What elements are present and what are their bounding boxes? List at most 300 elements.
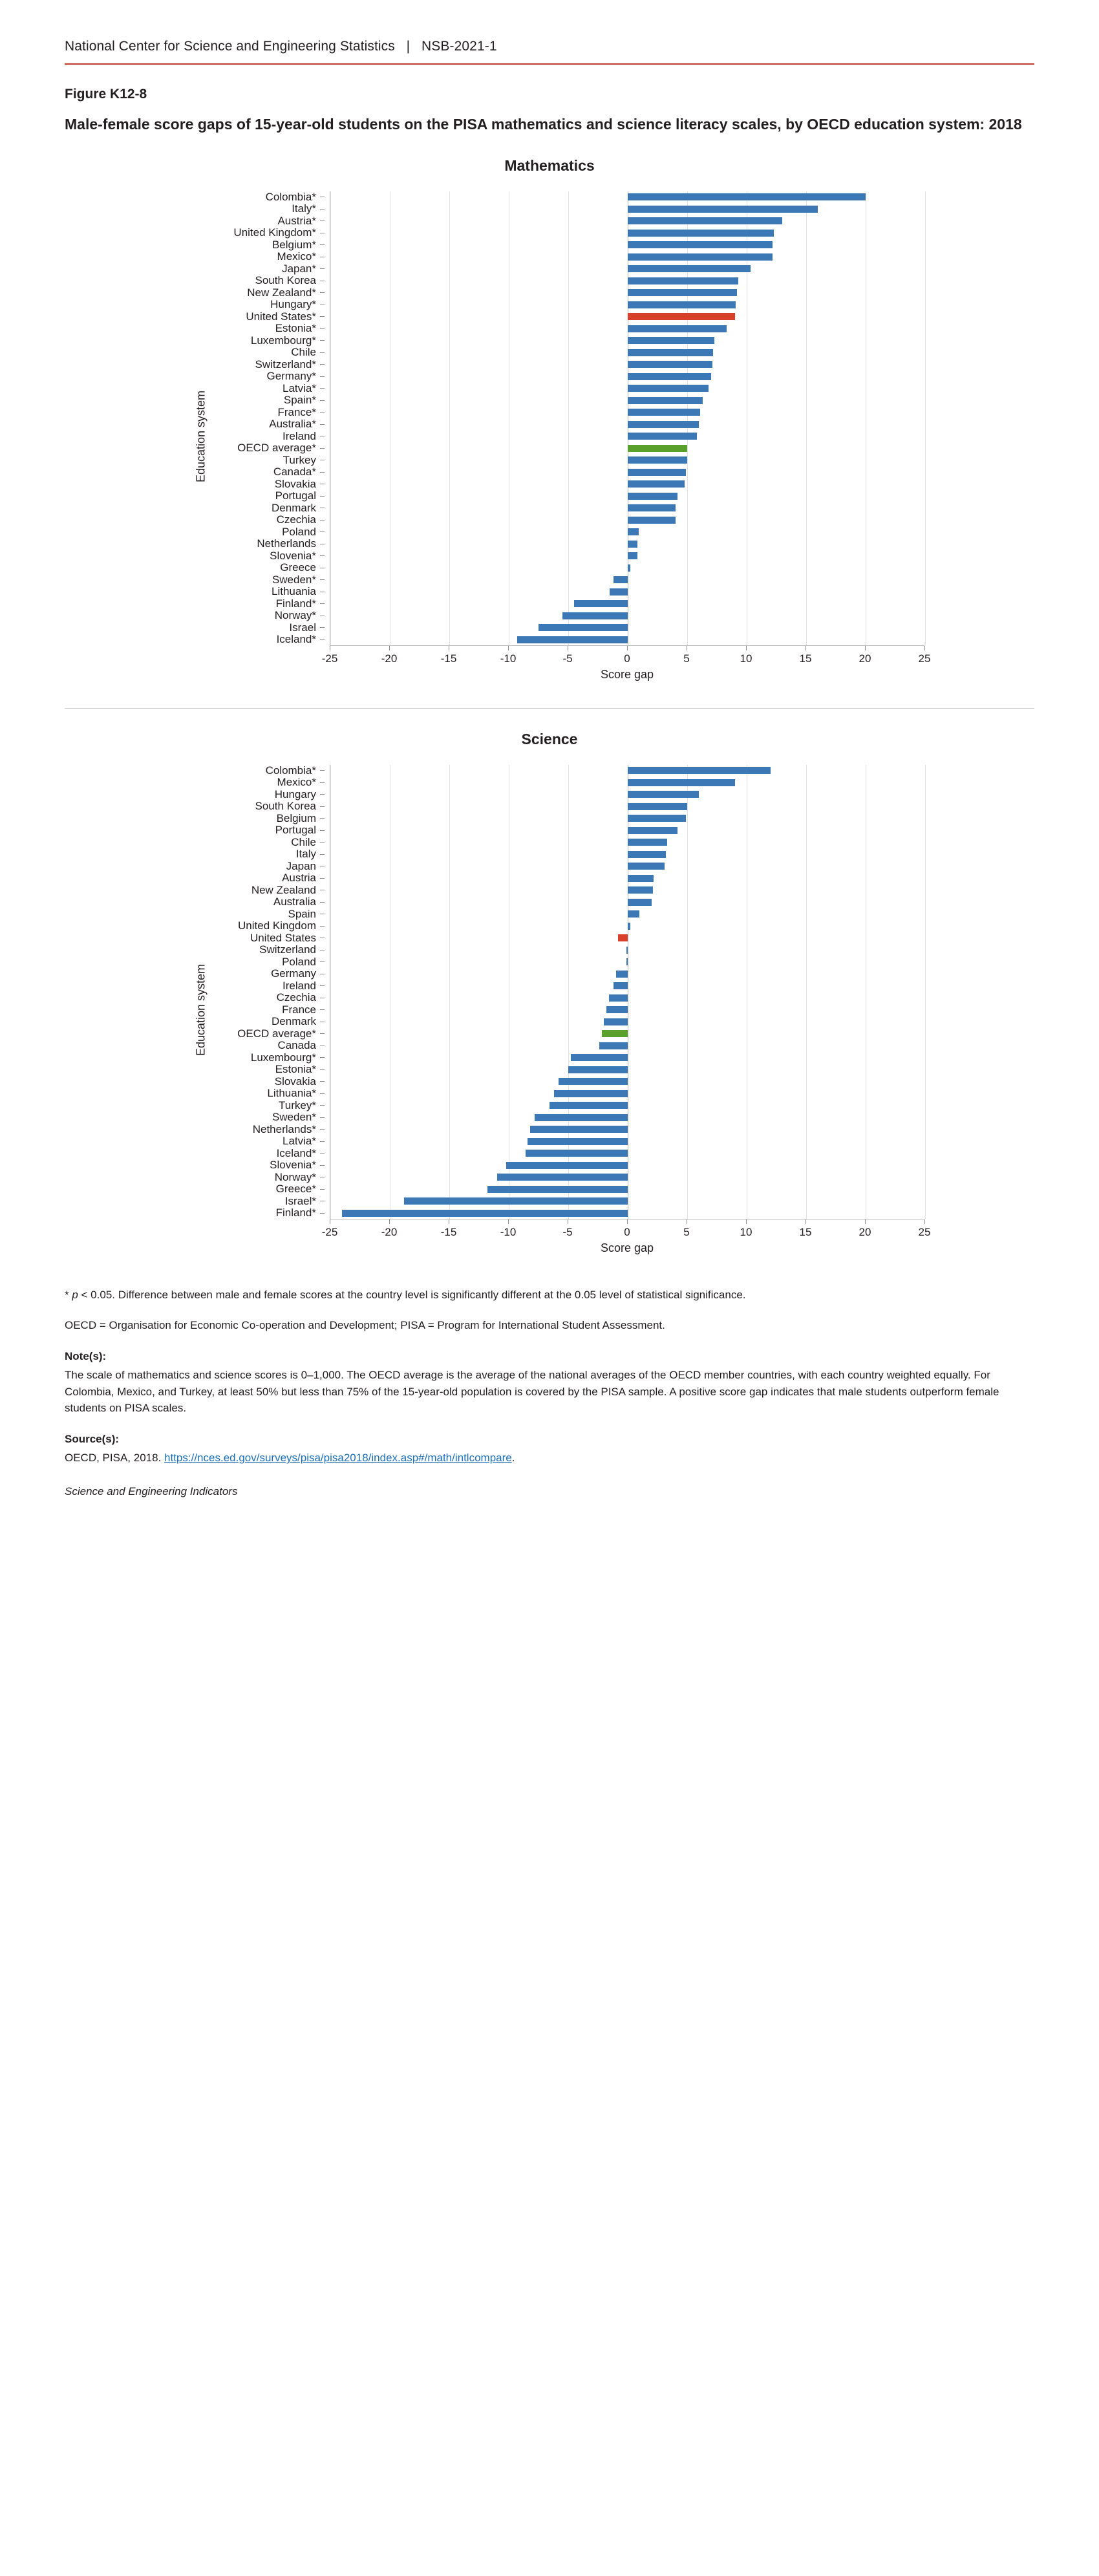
x-tick-label: 15 [799,1225,812,1238]
bar [554,1090,628,1097]
bar [628,767,771,774]
x-tick-label: -10 [500,1225,517,1238]
x-tick-label: 25 [918,1225,931,1238]
category-label-text: Australia [273,896,316,908]
category-label [187,968,330,980]
category-axis-labels [187,765,330,1219]
category-label [187,370,330,383]
category-label [187,1135,330,1148]
note-significance [65,1287,1034,1304]
bar [628,337,714,344]
category-axis-labels [187,191,330,646]
category-label [187,299,330,311]
x-tick-mark [746,646,747,650]
bar [628,863,665,870]
y-tick-mark [320,794,325,795]
x-tick-label: 20 [859,1225,871,1238]
category-label-text: Denmark [272,501,316,514]
category-label [187,789,330,801]
y-tick-mark [320,854,325,855]
y-tick-mark [320,292,325,293]
figure-notes [65,1287,1034,1500]
bar [628,564,630,572]
category-label-text: Switzerland* [255,358,316,370]
bar [628,241,773,248]
y-tick-mark [320,472,325,473]
x-tick-label: -15 [440,652,457,665]
category-label-text: Slovenia* [270,549,316,562]
y-tick-mark [320,352,325,353]
category-label [187,1100,330,1112]
x-tick-label: 15 [799,652,812,665]
category-label-text: Norway* [274,609,316,622]
x-tick-mark [508,1219,509,1224]
y-tick-mark [320,1129,325,1130]
x-tick-label: 25 [918,652,931,665]
y-tick-mark [320,412,325,413]
category-label-text: South Korea [255,800,316,813]
category-label-text: Czechia [276,991,316,1004]
category-label [187,203,330,215]
bar [571,1054,628,1061]
category-label-text: Israel [289,621,316,634]
category-label [187,622,330,634]
bar [628,899,652,906]
category-label [187,777,330,789]
category-label-text: Turkey* [279,1099,316,1111]
category-label [187,956,330,969]
category-label-text: Spain [288,907,316,920]
category-label-text: Hungary* [270,298,316,311]
bar [628,385,709,392]
x-axis-title: Score gap [600,667,654,681]
gridline [449,765,450,1219]
category-label-text: Latvia* [283,381,316,394]
category-label-text: Slovakia [274,1075,316,1088]
bar [628,433,697,440]
category-label-text: Iceland* [276,633,316,646]
category-label-text: United Kingdom [238,919,316,932]
category-label-text: Greece [280,561,316,574]
category-label-text: Sweden* [272,573,316,586]
category-label-text: Hungary [274,788,316,800]
category-label-text: Ireland [283,429,316,442]
y-tick-mark [320,376,325,377]
category-label-text: Germany [271,967,316,980]
header-divider [65,63,1034,65]
bar [628,851,666,858]
category-label-text: Belgium* [272,238,316,251]
bar [628,875,654,882]
gridline [925,191,926,645]
category-label [187,418,330,431]
bar [602,1030,628,1037]
bar [599,1042,628,1049]
category-label [187,634,330,646]
y-tick-mark [320,603,325,604]
bar [628,517,676,524]
category-label-text: Mexico* [277,250,316,263]
plot-area-mathematics [136,191,963,682]
category-label-text: OECD average* [237,442,316,455]
bar [628,815,686,822]
y-tick-mark [320,1009,325,1010]
category-label [187,1088,330,1100]
bar [628,541,637,548]
category-label-text: Italy* [292,202,316,215]
bar [614,576,628,583]
category-label-text: Portugal [275,824,316,837]
y-tick-mark [320,627,325,628]
category-label-text: Ireland [283,979,316,992]
bar [404,1197,628,1205]
x-tick-mark [865,1219,866,1224]
category-label [187,490,330,502]
category-label [187,275,330,287]
category-label-text: Latvia* [283,1135,316,1148]
bar [628,421,699,428]
y-tick-mark [320,961,325,962]
x-tick-label: 10 [740,652,752,665]
y-tick-mark [320,268,325,269]
category-label-text: France [282,1003,316,1016]
bar [628,839,667,846]
y-tick-mark [320,1069,325,1070]
bar [506,1162,628,1169]
category-label-text: Czechia [276,513,316,526]
gridline [806,191,807,645]
category-label-text: Colombia* [265,764,316,777]
gridline [330,191,331,645]
source-period: . [511,1452,515,1465]
y-tick-mark [320,555,325,556]
category-label-text: Italy [295,848,316,861]
category-label [187,837,330,849]
y-tick-mark [320,770,325,771]
category-label-text: Belgium [276,811,316,824]
category-label-text: United States* [246,310,316,323]
header-agency: National Center for Science and Engineering Statistics [65,39,395,54]
bar [628,779,735,786]
x-tick-label: 5 [683,1225,690,1238]
y-tick-mark [320,220,325,221]
bar [528,1138,628,1145]
category-label [187,550,330,563]
x-tick-mark [924,646,925,650]
category-label-text: Portugal [275,489,316,502]
category-label-text: Slovenia* [270,1159,316,1172]
y-tick-mark [320,400,325,401]
y-tick-mark [320,1165,325,1166]
category-label-text: Colombia* [265,190,316,203]
x-axis-title: Score gap [600,1241,654,1254]
category-label-text: Finland* [275,597,316,610]
chart-title-mathematics: Mathematics [504,156,595,174]
y-tick-mark [320,1057,325,1058]
note-body: The scale of mathematics and science scores is 0–1,000. The OECD average is the average of the national averages of the OECD member countries, with each country weighted equally. For Colombia, Mexico, and Turkey, at least 50% but less than 75% of the 15-year-old population is covered by the PISA sample. A positive score gap indicates that male students outperform female students on PISA scales. [65,1369,999,1415]
x-tick-label: 5 [683,652,690,665]
x-tick-mark [746,1219,747,1224]
bar [628,277,738,284]
category-label-text: Sweden* [272,1111,316,1124]
category-label [187,311,330,323]
category-label [187,1052,330,1064]
category-label-text: Australia* [269,418,316,431]
bar [628,803,687,810]
bar [604,1018,628,1025]
y-tick-mark [320,328,325,329]
y-tick-mark [320,448,325,449]
y-tick-mark [320,639,325,640]
category-label [187,335,330,347]
source-heading-label: Source(s): [65,1432,120,1445]
x-tick-label: -25 [321,1225,338,1238]
bar [497,1174,628,1181]
bar [530,1126,628,1133]
category-label-text: Poland [282,955,316,968]
gridline [330,765,331,1219]
category-label [187,1040,330,1052]
category-label-text: Israel* [284,1194,316,1207]
category-label [187,1064,330,1076]
y-tick-mark [320,388,325,389]
plot-area-science [136,765,963,1256]
category-label [187,466,330,478]
y-tick-mark [320,1081,325,1082]
bar [628,289,737,296]
bar [616,971,628,978]
x-tick-label: 10 [740,1225,752,1238]
category-label [187,848,330,861]
category-label-text: Norway* [274,1170,316,1183]
category-label [187,514,330,526]
y-tick-mark [320,531,325,532]
x-tick-mark [627,646,628,650]
bar [562,612,628,619]
category-label [187,227,330,239]
source-text: OECD, PISA, 2018. [65,1452,162,1465]
y-tick-mark [320,1117,325,1118]
bar [628,528,639,535]
source-body [65,1450,1034,1466]
page-header [65,39,1034,54]
category-label-text: France* [277,405,316,418]
x-tick-label: -20 [381,652,398,665]
category-label [187,455,330,467]
y-tick-mark [320,818,325,819]
bar [626,947,628,954]
y-tick-mark [320,1141,325,1142]
gridline [806,765,807,1219]
source-link[interactable]: https://nces.ed.gov/surveys/pisa/pisa2018/index.asp#/math/intlcompare [164,1452,512,1465]
bar [628,313,735,320]
category-label-text: United States [250,931,316,944]
category-label-text: Poland [282,525,316,538]
x-tick-label: -15 [440,1225,457,1238]
bar [628,193,866,200]
series-footer: Science and Engineering Indicators [65,1485,238,1497]
category-label [187,394,330,407]
y-tick-mark [320,1105,325,1106]
note-p-italic: p [72,1288,78,1301]
note-heading-label: Note(s): [65,1349,107,1362]
category-label-text: Luxembourg* [250,334,316,347]
x-tick-mark [924,1219,925,1224]
category-label [187,896,330,908]
category-label-text: Lithuania* [267,1087,316,1100]
category-label [187,1196,330,1208]
note-abbreviations: OECD = Organisation for Economic Co-operation and Development; PISA = Program for International Student Assessment. [65,1319,665,1332]
category-label [187,1124,330,1136]
bar [628,230,774,237]
category-label [187,1028,330,1040]
bar [628,469,686,476]
figure-title: Male-female score gaps of 15-year-old students on the PISA mathematics and science literacy scales, by OECD education system: 2018 [65,116,1022,133]
bar [614,982,628,989]
note-asterisk: * [65,1288,72,1301]
category-label [187,765,330,777]
category-label-text: Japan [286,859,316,872]
bar [628,480,685,488]
category-label-text: Chile [291,835,316,848]
x-tick-mark [389,1219,390,1224]
category-label [187,359,330,371]
x-tick-label: 0 [624,652,630,665]
category-label-text: Netherlands* [252,1122,316,1135]
category-label-text: New Zealand* [247,286,316,299]
note-heading [65,1348,1034,1365]
category-label-text: Finland* [275,1207,316,1219]
y-tick-mark [320,985,325,986]
x-tick-label: -10 [500,652,517,665]
bar [487,1186,628,1193]
note-significance-text: < 0.05. Difference between male and female scores at the country level is significantly different at the 0.05 level of statistical significance. [78,1288,746,1301]
category-label [187,1172,330,1184]
y-tick-mark [320,782,325,783]
y-tick-mark [320,806,325,807]
y-tick-mark [320,1033,325,1034]
x-tick-label: -25 [321,652,338,665]
category-label-text: Estonia* [275,322,316,335]
chart-section-divider [65,708,1034,709]
category-label [187,407,330,419]
category-label [187,562,330,574]
category-label-text: Spain* [283,394,316,407]
bar [628,493,678,500]
category-label [187,431,330,443]
y-tick-mark [320,579,325,580]
bar [610,588,628,596]
y-tick-mark [320,926,325,927]
category-label [187,1004,330,1016]
y-axis-title: Education system [194,391,208,483]
bars-container [330,765,924,1219]
bar [628,253,773,261]
category-label [187,574,330,586]
category-label [187,1207,330,1219]
category-label [187,191,330,204]
category-label-text: Austria [282,872,316,885]
category-label [187,610,330,622]
source-heading [65,1431,1034,1448]
x-tick-mark [627,1219,628,1224]
y-tick-mark [320,496,325,497]
bars-container [330,191,924,646]
category-label [187,1111,330,1124]
bar [628,325,727,332]
category-label [187,1159,330,1172]
bar [628,886,653,894]
category-label [187,538,330,550]
x-tick-mark [865,646,866,650]
chart-mathematics [65,157,1034,682]
bar [628,827,678,834]
category-label [187,383,330,395]
category-label [187,526,330,539]
category-label [187,347,330,359]
bar [628,373,711,380]
category-label-text: Denmark [272,1015,316,1028]
category-label-text: Japan* [282,262,316,275]
bar [550,1102,628,1109]
y-tick-mark [320,902,325,903]
category-label-text: United Kingdom* [233,226,316,239]
bar [628,552,637,559]
x-tick-label: -5 [562,1225,573,1238]
category-label [187,586,330,598]
category-label [187,920,330,932]
bar [628,910,639,918]
gridline [449,191,450,645]
category-label-text: Iceland* [276,1146,316,1159]
category-label-text: Netherlands [257,537,316,550]
category-label-text: South Korea [255,274,316,287]
gridline [568,191,569,645]
chart-title-science: Science [521,730,578,747]
bar [628,456,687,464]
bar [628,504,676,511]
x-tick-mark [508,646,509,650]
category-label [187,215,330,228]
header-separator: | [406,39,411,54]
bar [628,265,751,272]
header-report-id: NSB-2021-1 [421,39,497,54]
category-label [187,944,330,956]
category-label [187,861,330,873]
category-label-text: Slovakia [274,477,316,490]
category-label [187,980,330,993]
category-label-text: Austria* [277,214,316,227]
bar [574,600,628,607]
y-tick-mark [320,1189,325,1190]
x-tick-mark [389,646,390,650]
category-label-text: Canada [277,1039,316,1052]
category-label [187,1076,330,1088]
category-label [187,287,330,299]
bar [626,958,628,965]
category-label [187,598,330,610]
category-label-text: Canada* [273,466,316,478]
category-label [187,263,330,275]
bar [539,624,628,631]
category-label-text: Germany* [266,370,316,383]
x-tick-label: 0 [624,1225,630,1238]
category-label [187,1183,330,1196]
figure-number: Figure K12-8 [65,87,147,102]
bar [628,361,712,368]
bar [628,445,687,452]
bar [606,1006,628,1013]
